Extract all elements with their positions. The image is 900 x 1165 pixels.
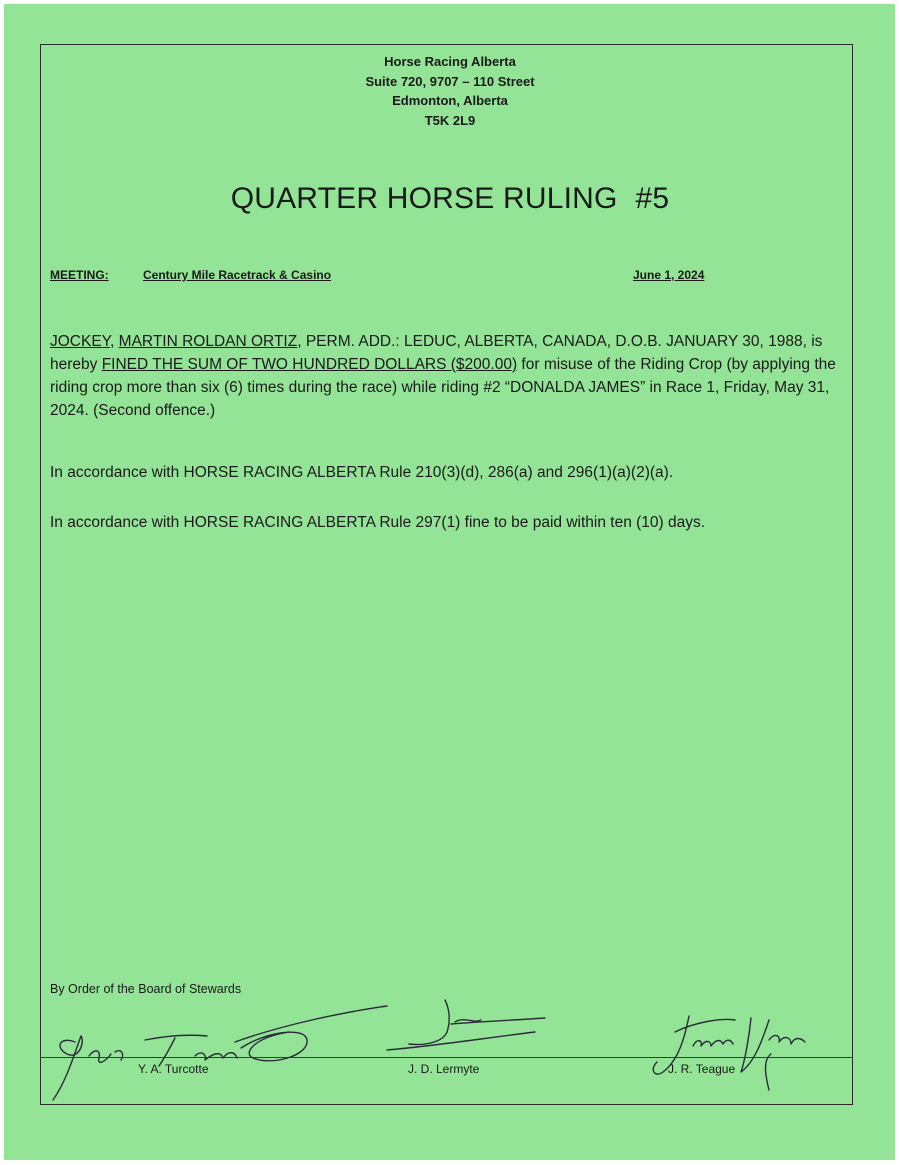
fine-amount: FINED THE SUM OF TWO HUNDRED DOLLARS ($200.00) [101, 356, 518, 373]
signature-teague [645, 1010, 820, 1095]
meeting-venue: Century Mile Racetrack & Casino [143, 268, 332, 282]
steward-name-lermyte: J. D. Lermyte [408, 1062, 480, 1076]
ruling-title-text: QUARTER HORSE RULING [230, 182, 618, 215]
ruling-paragraph [50, 330, 850, 422]
org-postal-code: T5K 2L9 [424, 112, 476, 128]
signature-turcotte [45, 1000, 405, 1108]
ruling-separator: , [110, 333, 119, 350]
signature-line [40, 1057, 853, 1058]
jockey-name: MARTIN ROLDAN ORTIZ [118, 333, 298, 350]
org-address-line2: Edmonton, Alberta [392, 93, 508, 108]
board-order: By Order of the Board of Stewards [50, 982, 242, 996]
meeting-date: June 1, 2024 [633, 268, 705, 282]
ruling-text-2: for misuse of the Riding Crop (by applying the riding crop more than six (6) times during the race) while riding #2 “DONALDA JAMES” in Race 1, Friday, May 31, 2024. (Second offence.) [50, 356, 836, 419]
meeting-label: MEETING: [50, 268, 109, 282]
rule-reference: In accordance with HORSE RACING ALBERTA Rule 210(3)(d), 286(a) and 296(1)(a)(2)(a). [50, 464, 674, 481]
payment-note: In accordance with HORSE RACING ALBERTA Rule 297(1) fine to be paid within ten (10) days. [50, 514, 706, 531]
org-address-line1: Suite 720, 9707 – 110 Street [365, 73, 535, 89]
ruling-text-1: , PERM. ADD.: LEDUC, ALBERTA, CANADA, D.O.B. JANUARY 30, 1988, is hereby [50, 333, 823, 373]
ruling-role: JOCKEY [50, 333, 111, 350]
signature-lermyte [385, 998, 560, 1058]
letterhead [0, 52, 900, 130]
org-name: Horse Racing Alberta [384, 54, 516, 69]
ruling-title [0, 182, 900, 216]
steward-name-teague: J. R. Teague [668, 1062, 736, 1076]
ruling-number: #5 [635, 182, 670, 215]
steward-name-turcotte: Y. A. Turcotte [138, 1062, 209, 1076]
